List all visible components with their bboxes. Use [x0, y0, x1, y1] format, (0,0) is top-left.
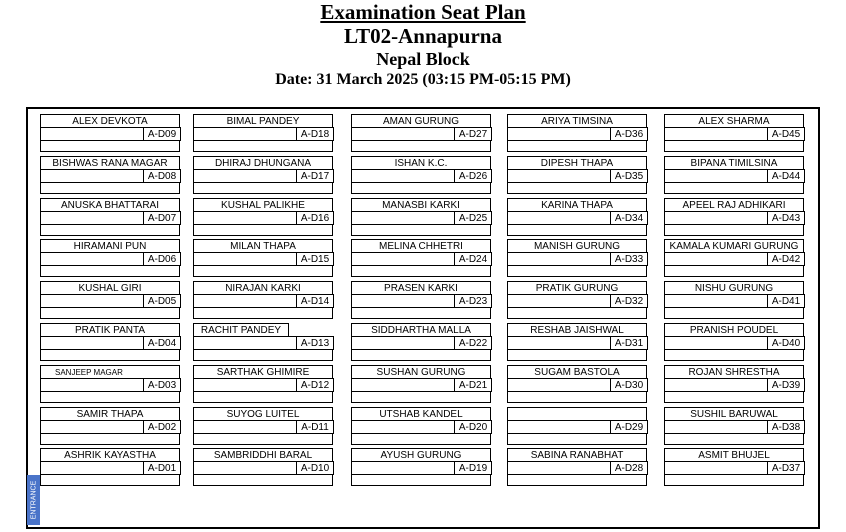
- student-name: NIRAJAN KARKI: [193, 281, 333, 294]
- blank-row: [507, 475, 647, 486]
- student-name: SAMBRIDDHI BARAL: [193, 448, 333, 461]
- blank-cell: [193, 294, 296, 308]
- blank-cell: [507, 127, 610, 141]
- seat-code: A-D21: [454, 378, 492, 392]
- blank-cell: [40, 420, 143, 434]
- seat-box: [664, 281, 804, 328]
- seat-box: [351, 448, 491, 495]
- seat-box: [664, 365, 804, 412]
- seat-box: [507, 239, 647, 286]
- blank-row: [351, 141, 491, 152]
- blank-cell: [664, 420, 767, 434]
- blank-row: [193, 183, 333, 194]
- blank-row: [664, 392, 804, 403]
- blank-row: [351, 225, 491, 236]
- room-name: LT02-Annapurna: [344, 24, 502, 48]
- blank-cell: [351, 211, 454, 225]
- blank-cell: [193, 169, 296, 183]
- blank-row: [40, 225, 180, 236]
- blank-row: [40, 308, 180, 319]
- seat-code: A-D39: [767, 378, 805, 392]
- blank-cell: [193, 461, 296, 475]
- blank-cell: [351, 336, 454, 350]
- student-name: PRANISH POUDEL: [664, 323, 804, 336]
- seat-box: [193, 365, 333, 412]
- seat-box: [351, 407, 491, 454]
- student-name: UTSHAB KANDEL: [351, 407, 491, 420]
- student-name: SIDDHARTHA MALLA: [351, 323, 491, 336]
- blank-cell: [664, 336, 767, 350]
- student-name: SABINA RANABHAT: [507, 448, 647, 461]
- seat-code: A-D03: [143, 378, 181, 392]
- student-name: PRASEN KARKI: [351, 281, 491, 294]
- blank-cell: [40, 336, 143, 350]
- blank-row: [507, 392, 647, 403]
- seat-code: A-D29: [610, 420, 648, 434]
- seat-code: A-D40: [767, 336, 805, 350]
- blank-cell: [40, 211, 143, 225]
- student-name: MELINA CHHETRI: [351, 239, 491, 252]
- blank-row: [664, 183, 804, 194]
- student-name: ALEX DEVKOTA: [40, 114, 180, 127]
- blank-row: [664, 350, 804, 361]
- blank-cell: [40, 461, 143, 475]
- blank-cell: [40, 169, 143, 183]
- blank-row: [40, 350, 180, 361]
- blank-row: [351, 434, 491, 445]
- blank-cell: [664, 127, 767, 141]
- student-name: AMAN GURUNG: [351, 114, 491, 127]
- student-name: MILAN THAPA: [193, 239, 333, 252]
- blank-cell: [351, 252, 454, 266]
- blank-row: [193, 225, 333, 236]
- blank-row: [40, 141, 180, 152]
- exam-date: Date: 31 March 2025 (03:15 PM-05:15 PM): [275, 71, 571, 88]
- blank-row: [507, 225, 647, 236]
- entrance-label: ENTRANCE: [30, 480, 37, 520]
- seat-box: [193, 239, 333, 286]
- seat-code: A-D09: [143, 127, 181, 141]
- student-name: NISHU GURUNG: [664, 281, 804, 294]
- blank-cell: [351, 169, 454, 183]
- student-name: MANASBI KARKI: [351, 198, 491, 211]
- blank-cell: [193, 211, 296, 225]
- blank-row: [351, 266, 491, 277]
- student-name: ASMIT BHUJEL: [664, 448, 804, 461]
- blank-row: [193, 266, 333, 277]
- seat-box: [664, 239, 804, 286]
- blank-row: [664, 141, 804, 152]
- student-name: SUSHAN GURUNG: [351, 365, 491, 378]
- student-name: ARIYA TIMSINA: [507, 114, 647, 127]
- seat-code: A-D24: [454, 252, 492, 266]
- blank-cell: [507, 378, 610, 392]
- blank-row: [507, 266, 647, 277]
- blank-row: [40, 392, 180, 403]
- seat-box: [664, 156, 804, 203]
- seat-box: [351, 323, 491, 370]
- student-name: ISHAN K.C.: [351, 156, 491, 169]
- blank-cell: [40, 378, 143, 392]
- blank-row: [507, 308, 647, 319]
- seat-code: A-D45: [767, 127, 805, 141]
- student-name: APEEL RAJ ADHIKARI: [664, 198, 804, 211]
- student-name: HIRAMANI PUN: [40, 239, 180, 252]
- blank-cell: [351, 127, 454, 141]
- student-name: ROJAN SHRESTHA: [664, 365, 804, 378]
- student-name: KUSHAL PALIKHE: [193, 198, 333, 211]
- seat-code: A-D07: [143, 211, 181, 225]
- student-name: RACHIT PANDEY: [193, 323, 289, 336]
- seat-box: [351, 114, 491, 161]
- student-name: ALEX SHARMA: [664, 114, 804, 127]
- seat-code: A-D02: [143, 420, 181, 434]
- seat-box: [40, 281, 180, 328]
- seat-code: A-D05: [143, 294, 181, 308]
- blank-row: [40, 266, 180, 277]
- seat-code: A-D30: [610, 378, 648, 392]
- student-name: BISHWAS RANA MAGAR: [40, 156, 180, 169]
- seat-box: [351, 281, 491, 328]
- blank-row: [351, 350, 491, 361]
- seat-code: A-D08: [143, 169, 181, 183]
- student-name: SAMIR THAPA: [40, 407, 180, 420]
- student-name: PRATIK PANTA: [40, 323, 180, 336]
- seat-code: A-D01: [143, 461, 181, 475]
- blank-cell: [664, 169, 767, 183]
- seat-box: [507, 114, 647, 161]
- blank-row: [193, 308, 333, 319]
- student-name: DIPESH THAPA: [507, 156, 647, 169]
- seat-code: A-D42: [767, 252, 805, 266]
- seat-code: A-D16: [296, 211, 334, 225]
- seat-code: A-D13: [296, 336, 334, 350]
- seat-code: A-D27: [454, 127, 492, 141]
- seat-code: A-D31: [610, 336, 648, 350]
- seat-box: [351, 156, 491, 203]
- blank-cell: [507, 252, 610, 266]
- seat-code: A-D26: [454, 169, 492, 183]
- blank-cell: [193, 420, 296, 434]
- student-name: SUYOG LUITEL: [193, 407, 333, 420]
- blank-row: [664, 225, 804, 236]
- seat-box: [507, 448, 647, 495]
- seat-code: A-D34: [610, 211, 648, 225]
- seat-code: A-D41: [767, 294, 805, 308]
- blank-row: [664, 308, 804, 319]
- seat-box: [507, 365, 647, 412]
- blank-row: [664, 434, 804, 445]
- seat-code: A-D06: [143, 252, 181, 266]
- seat-code: A-D44: [767, 169, 805, 183]
- blank-row: [193, 475, 333, 486]
- seat-box: [40, 198, 180, 245]
- blank-row: [664, 266, 804, 277]
- blank-cell: [507, 336, 610, 350]
- student-name: MANISH GURUNG: [507, 239, 647, 252]
- blank-row: [193, 350, 333, 361]
- blank-cell: [193, 336, 296, 350]
- seat-code: A-D36: [610, 127, 648, 141]
- student-name: ASHRIK KAYASTHA: [40, 448, 180, 461]
- seat-code: A-D25: [454, 211, 492, 225]
- seat-code: A-D14: [296, 294, 334, 308]
- seat-code: A-D43: [767, 211, 805, 225]
- seat-box: [664, 407, 804, 454]
- seat-box: [40, 448, 180, 495]
- seat-box: [40, 114, 180, 161]
- blank-row: [193, 434, 333, 445]
- blank-cell: [507, 211, 610, 225]
- seat-code: A-D32: [610, 294, 648, 308]
- seat-code: A-D23: [454, 294, 492, 308]
- blank-row: [40, 434, 180, 445]
- seat-code: A-D33: [610, 252, 648, 266]
- blank-cell: [507, 169, 610, 183]
- blank-cell: [664, 211, 767, 225]
- seat-box: [40, 239, 180, 286]
- blank-row: [40, 183, 180, 194]
- student-name: KUSHAL GIRI: [40, 281, 180, 294]
- page-title: Examination Seat Plan: [320, 0, 526, 24]
- student-name: KARINA THAPA: [507, 198, 647, 211]
- seat-code: A-D11: [296, 420, 334, 434]
- student-name: SUSHIL BARUWAL: [664, 407, 804, 420]
- blank-cell: [664, 252, 767, 266]
- seat-code: A-D15: [296, 252, 334, 266]
- blank-row: [351, 475, 491, 486]
- blank-row: [193, 141, 333, 152]
- seat-box: [193, 448, 333, 495]
- seat-box: [351, 198, 491, 245]
- seat-code: A-D22: [454, 336, 492, 350]
- student-name: SARTHAK GHIMIRE: [193, 365, 333, 378]
- student-name: DHIRAJ DHUNGANA: [193, 156, 333, 169]
- student-name: PRATIK GURUNG: [507, 281, 647, 294]
- seat-box: [193, 198, 333, 245]
- blank-row: [507, 141, 647, 152]
- blank-cell: [507, 461, 610, 475]
- blank-row: [664, 475, 804, 486]
- blank-row: [507, 183, 647, 194]
- seat-box: [193, 114, 333, 161]
- seat-box: [40, 323, 180, 370]
- blank-row: [351, 183, 491, 194]
- blank-row: [351, 308, 491, 319]
- blank-cell: [193, 252, 296, 266]
- seat-box: [664, 448, 804, 495]
- blank-cell: [351, 420, 454, 434]
- student-name: KAMALA KUMARI GURUNG: [664, 239, 804, 252]
- student-name: BIPANA TIMILSINA: [664, 156, 804, 169]
- seat-box: [40, 156, 180, 203]
- seat-box: [193, 323, 333, 370]
- student-name: SANJEEP MAGAR: [40, 365, 180, 378]
- blank-row: [40, 475, 180, 486]
- seat-box: [507, 281, 647, 328]
- blank-cell: [40, 294, 143, 308]
- blank-row: [193, 392, 333, 403]
- seat-code: A-D38: [767, 420, 805, 434]
- blank-cell: [507, 294, 610, 308]
- student-name: SUGAM BASTOLA: [507, 365, 647, 378]
- block-name: Nepal Block: [376, 49, 470, 69]
- seat-box: [507, 407, 647, 454]
- seat-box: [40, 407, 180, 454]
- seat-box: [193, 407, 333, 454]
- seat-box: [507, 156, 647, 203]
- seat-box: [664, 323, 804, 370]
- blank-cell: [664, 378, 767, 392]
- seat-box: [40, 365, 180, 412]
- blank-cell: [507, 420, 610, 434]
- blank-cell: [40, 127, 143, 141]
- blank-cell: [351, 378, 454, 392]
- student-name: BIMAL PANDEY: [193, 114, 333, 127]
- blank-cell: [351, 461, 454, 475]
- seat-code: A-D19: [454, 461, 492, 475]
- blank-row: [507, 434, 647, 445]
- seat-code: A-D18: [296, 127, 334, 141]
- seat-box: [664, 198, 804, 245]
- entrance-marker: [27, 475, 40, 525]
- student-name: RESHAB JAISHWAL: [507, 323, 647, 336]
- seat-code: A-D35: [610, 169, 648, 183]
- seat-box: [193, 156, 333, 203]
- blank-row: [351, 392, 491, 403]
- student-name: AYUSH GURUNG: [351, 448, 491, 461]
- blank-cell: [193, 378, 296, 392]
- blank-cell: [40, 252, 143, 266]
- seat-box: [351, 239, 491, 286]
- blank-cell: [664, 461, 767, 475]
- seat-box: [193, 281, 333, 328]
- student-name: ANUSKA BHATTARAI: [40, 198, 180, 211]
- seat-box: [664, 114, 804, 161]
- seat-box: [507, 323, 647, 370]
- blank-cell: [193, 127, 296, 141]
- blank-cell: [351, 294, 454, 308]
- seat-code: A-D17: [296, 169, 334, 183]
- seat-box: [507, 198, 647, 245]
- seat-code: A-D28: [610, 461, 648, 475]
- student-name: [507, 407, 647, 420]
- seat-code: A-D37: [767, 461, 805, 475]
- seat-box: [351, 365, 491, 412]
- blank-cell: [664, 294, 767, 308]
- seat-code: A-D04: [143, 336, 181, 350]
- seat-code: A-D20: [454, 420, 492, 434]
- seat-code: A-D10: [296, 461, 334, 475]
- blank-row: [507, 350, 647, 361]
- seat-code: A-D12: [296, 378, 334, 392]
